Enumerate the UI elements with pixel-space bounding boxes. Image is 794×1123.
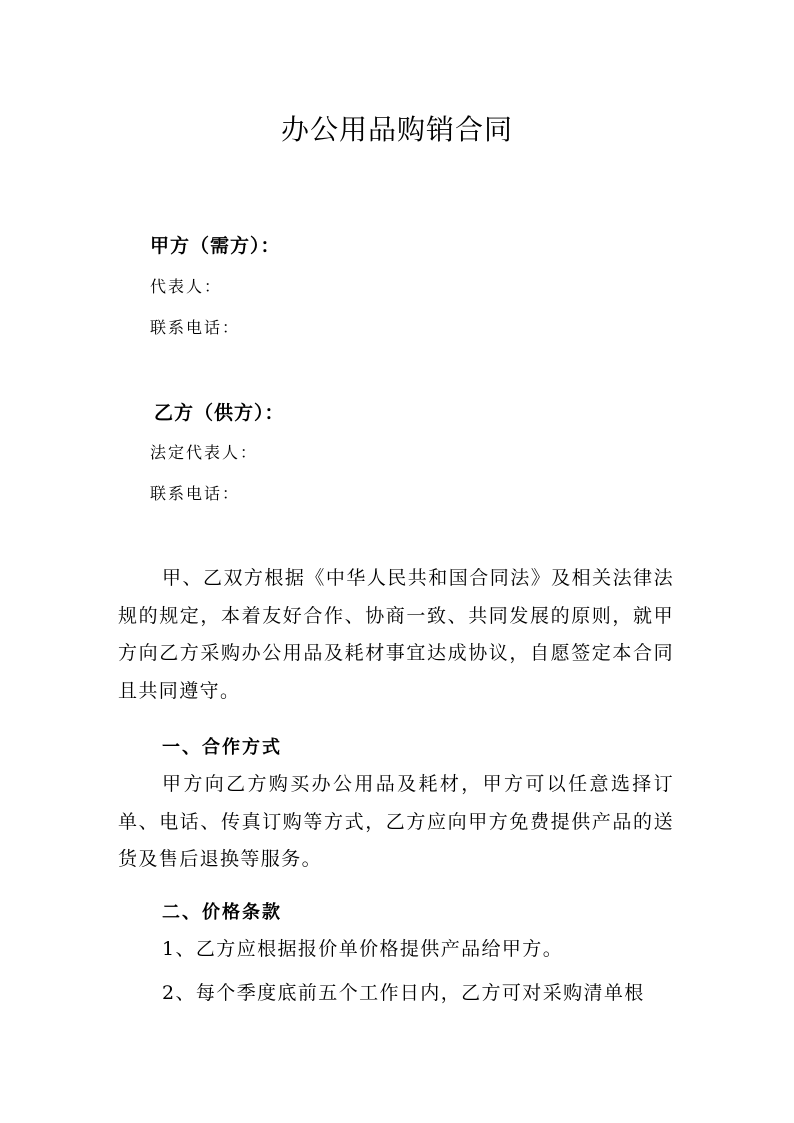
preamble-paragraph: 甲、乙双方根据《中华人民共和国合同法》及相关法律法规的规定，本着友好合作、协商一致、共同发展的原则，就甲方向乙方采购办公用品及耗材事宜达成协议，自愿签定本合同且共同遵守。 — [118, 567, 674, 702]
section-heading-cooperation: 一、合作方式 — [162, 737, 282, 758]
party-b-phone-label: 联系电话： — [150, 484, 241, 503]
party-a-representative-label: 代表人： — [150, 277, 223, 296]
party-b-legal-representative-label: 法定代表人： — [150, 443, 259, 462]
document-title: 办公用品购销合同 — [280, 113, 513, 146]
price-clause-2: 2、每个季度底前五个工作日内，乙方可对采购清单根 — [162, 982, 645, 1004]
section-heading-price: 二、价格条款 — [162, 902, 282, 923]
price-clause-1: 1、乙方应根据报价单价格提供产品给甲方。 — [162, 938, 564, 960]
party-a-phone-label: 联系电话： — [150, 318, 241, 337]
party-b-heading: 乙方（供方）： — [154, 402, 285, 424]
party-a-heading: 甲方（需方）： — [150, 235, 281, 257]
section-body-cooperation: 甲方向乙方购买办公用品及耗材，甲方可以任意选择订单、电话、传真订购等方式，乙方应向甲方免费提供产品的送货及售后退换等服务。 — [118, 773, 674, 870]
